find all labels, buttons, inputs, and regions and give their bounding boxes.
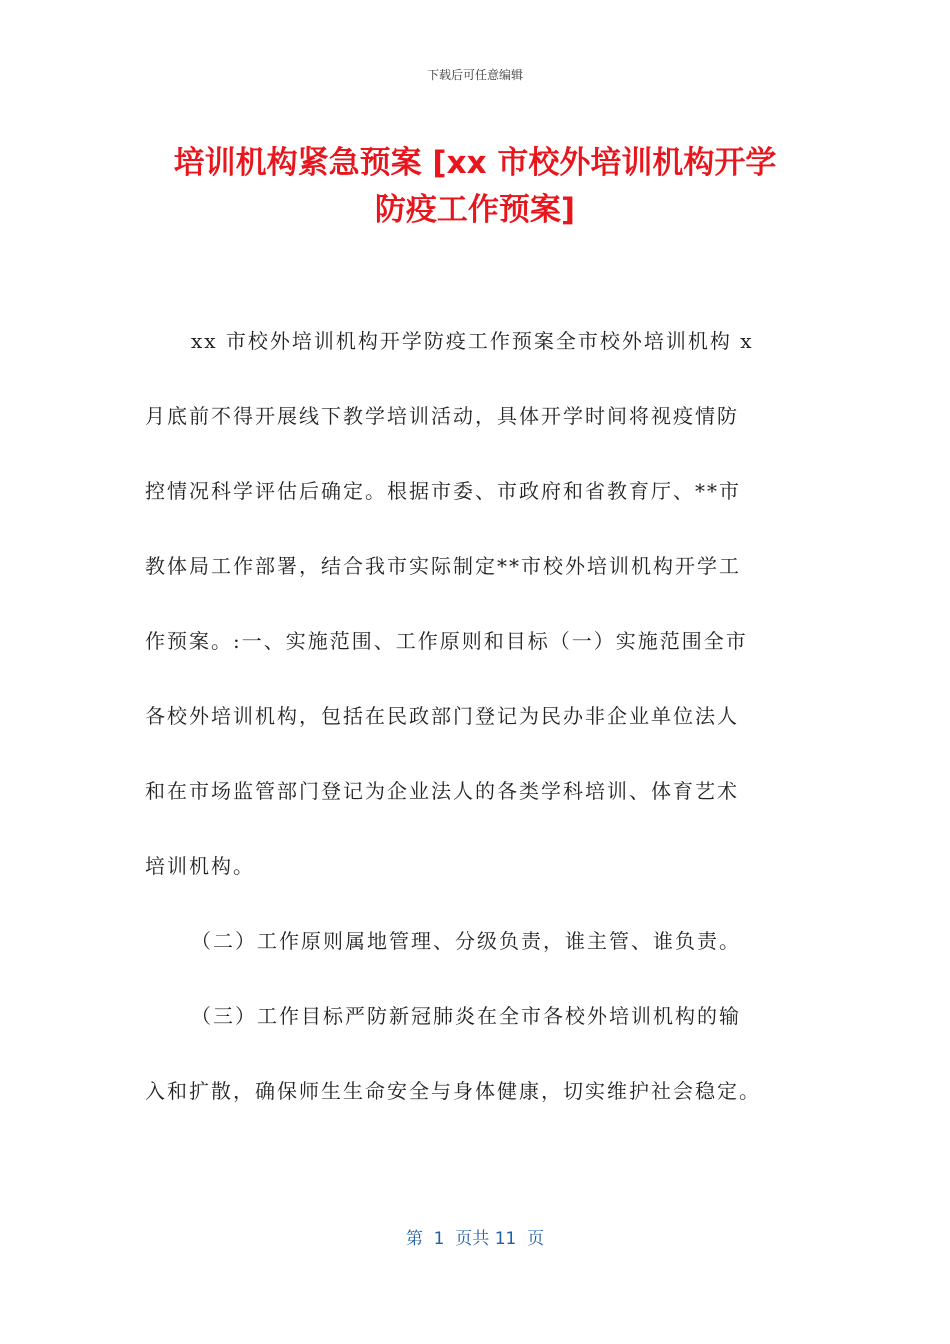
title-line-2: 防疫工作预案]: [374, 192, 576, 228]
paragraph-line: （三）工作目标严防新冠肺炎在全市各校外培训机构的输: [191, 1004, 741, 1028]
paragraph-line: 培训机构。: [145, 854, 255, 878]
paragraph-line: 各校外培训机构，包括在民政部门登记为民办非企业单位法人: [145, 704, 739, 728]
paragraph-line: 控情况科学评估后确定。根据市委、市政府和省教育厅、**市: [145, 479, 741, 503]
paragraph-line: 教体局工作部署，结合我市实际制定**市校外培训机构开学工: [145, 554, 741, 578]
paragraph-line: （二）工作原则属地管理、分级负责，谁主管、谁负责。: [191, 929, 741, 953]
title-line-1: 培训机构紧急预案 [xx 市校外培训机构开学: [173, 145, 777, 181]
paragraph-line: 月底前不得开展线下教学培训活动，具体开学时间将视疫情防: [145, 404, 739, 428]
header-note: 下载后可任意编辑: [426, 68, 523, 82]
page-number: 第 1 页共 11 页: [405, 1229, 545, 1249]
paragraph-line: 入和扩散，确保师生生命安全与身体健康，切实维护社会稳定。: [145, 1079, 761, 1103]
paragraph-line: 作预案。:一、实施范围、工作原则和目标（一）实施范围全市: [145, 629, 748, 653]
document-title: [130, 140, 820, 234]
paragraph-line: 和在市场监管部门登记为企业法人的各类学科培训、体育艺术: [145, 779, 739, 803]
paragraph-line: xx 市校外培训机构开学防疫工作预案全市校外培训机构 x: [191, 329, 754, 353]
